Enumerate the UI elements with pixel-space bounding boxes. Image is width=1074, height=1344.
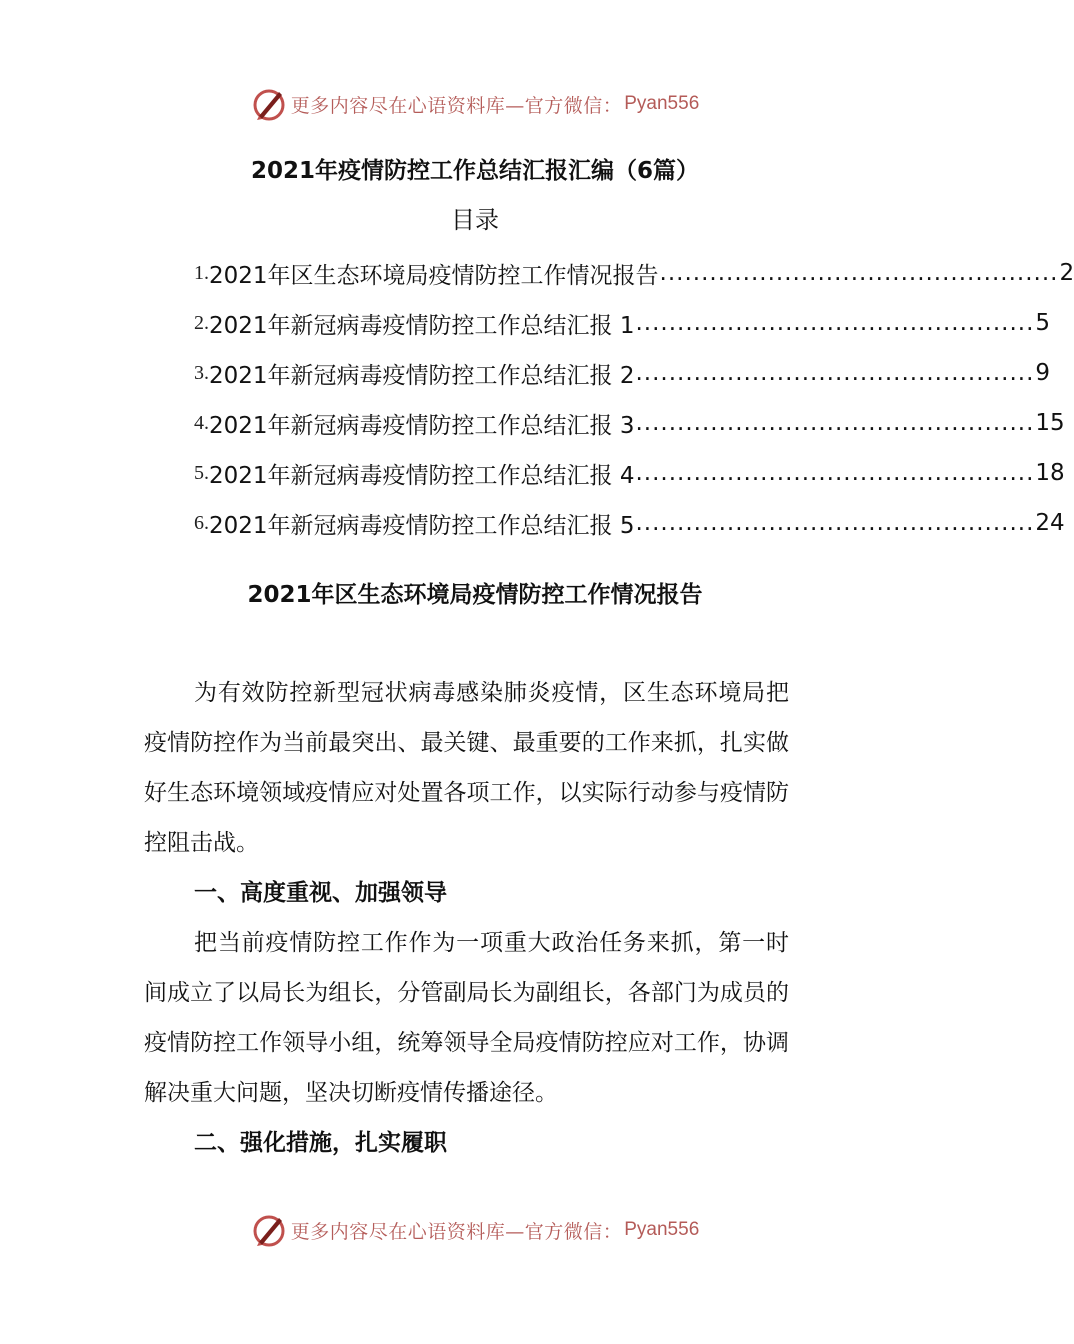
toc-heading: 目录	[451, 206, 499, 234]
toc-leader: ................................................	[635, 460, 1035, 486]
toc-item-page: 24	[1035, 510, 1065, 536]
paragraph-1: 把当前疫情防控工作作为一项重大政治任务来抓，第一时间成立了以局长为组长，分管副局长为副组长，各部门为成员的疫情防控工作领导小组，统筹领导全局疫情防控应对工作，协调解决重大问题，坚决切断疫情传播途径。	[144, 930, 789, 1106]
toc-leader: ................................................	[635, 310, 1035, 336]
toc-leader: ................................................	[635, 360, 1035, 386]
toc-item[interactable]	[194, 248, 1074, 298]
heading-1: 一、高度重视、加强领导	[194, 880, 447, 906]
toc-item[interactable]	[194, 498, 1065, 548]
toc-item[interactable]	[194, 348, 1051, 398]
toc-item-number: 6.	[194, 511, 209, 534]
toc-item-page: 5	[1035, 310, 1051, 336]
toc-leader: ................................................	[659, 260, 1059, 286]
pen-logo-icon	[251, 1212, 287, 1248]
toc-item-page: 9	[1035, 360, 1051, 386]
watermark-text: 更多内容尽在心语资料库—官方微信：	[290, 94, 623, 117]
section-title: 2021年区生态环境局疫情防控工作情况报告	[247, 582, 703, 608]
intro-paragraph: 为有效防控新型冠状病毒感染肺炎疫情，区生态环境局把疫情防控作为当前最突出、最关键、最重要的工作来抓，扎实做好生态环境领域疫情应对处置各项工作，以实际行动参与疫情防控阻击战。	[144, 680, 789, 856]
watermark-handle: Pyan556	[624, 93, 700, 114]
footer-watermark	[0, 1210, 950, 1250]
watermark-text: 更多内容尽在心语资料库—官方微信：	[290, 1220, 623, 1243]
pen-logo-icon	[251, 86, 287, 122]
toc-leader: ................................................	[635, 410, 1035, 436]
toc-item-title: 2021年新冠病毒疫情防控工作总结汇报 2	[209, 362, 635, 389]
table-of-contents	[194, 248, 1074, 548]
toc-leader: ................................................	[635, 510, 1035, 536]
toc-item-number: 1.	[194, 261, 209, 284]
toc-item-number: 5.	[194, 461, 209, 484]
toc-item-page: 2	[1059, 260, 1074, 286]
heading-2: 二、强化措施，扎实履职	[194, 1130, 447, 1156]
toc-item-title: 2021年新冠病毒疫情防控工作总结汇报 3	[209, 412, 635, 439]
toc-item[interactable]	[194, 298, 1051, 348]
header-watermark	[0, 84, 950, 124]
toc-item[interactable]	[194, 448, 1065, 498]
toc-item-title: 2021年区生态环境局疫情防控工作情况报告	[209, 262, 659, 289]
toc-item-number: 4.	[194, 411, 209, 434]
toc-item-title: 2021年新冠病毒疫情防控工作总结汇报 4	[209, 462, 635, 489]
toc-item-number: 2.	[194, 311, 209, 334]
toc-item-title: 2021年新冠病毒疫情防控工作总结汇报 5	[209, 512, 635, 539]
document-body	[144, 668, 789, 1168]
toc-item[interactable]	[194, 398, 1065, 448]
toc-item-page: 15	[1035, 410, 1065, 436]
watermark-handle: Pyan556	[624, 1219, 700, 1240]
toc-item-title: 2021年新冠病毒疫情防控工作总结汇报 1	[209, 312, 635, 339]
toc-item-number: 3.	[194, 361, 209, 384]
toc-item-page: 18	[1035, 460, 1065, 486]
document-title: 2021年疫情防控工作总结汇报汇编（6篇）	[250, 158, 700, 184]
